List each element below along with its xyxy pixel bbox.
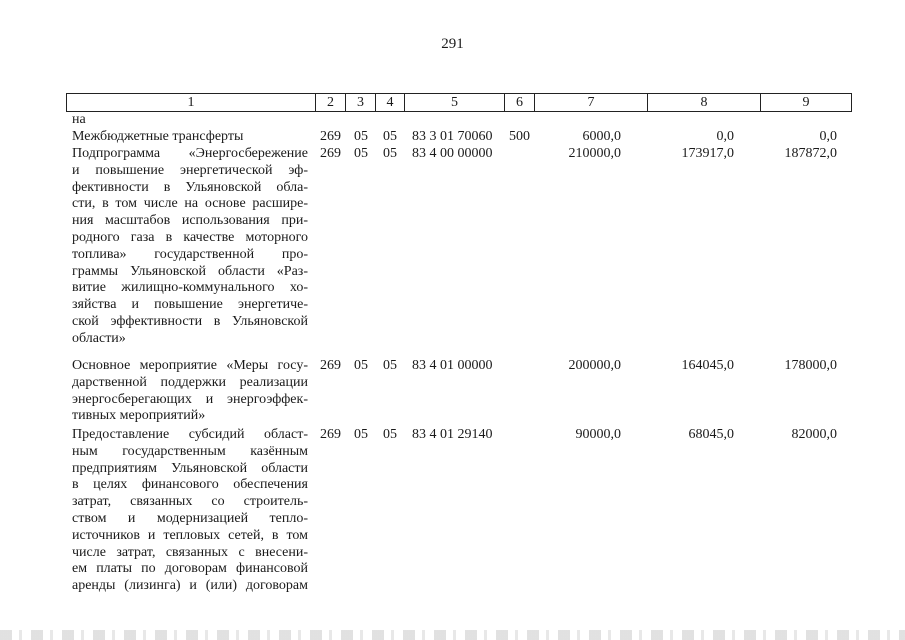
cell-col4: 05: [383, 427, 397, 442]
cell-col6: 500: [509, 129, 530, 144]
cell-col5: 83 4 01 29140: [412, 427, 493, 442]
row-name: [72, 358, 308, 425]
cell-col3: 05: [354, 146, 368, 161]
cell-col3: 05: [354, 358, 368, 373]
row-name-line: топлива» государственной про-: [72, 246, 308, 262]
row-name-line: граммы Ульяновской области «Раз-: [72, 263, 308, 279]
row-name: [72, 427, 308, 595]
row-name-line: ем платы по договорам финансовой: [72, 561, 308, 577]
row-name-line: ным государственным казённым: [72, 443, 308, 459]
cell-col4: 05: [383, 358, 397, 373]
row-name-line: ством и модернизацией тепло-: [72, 510, 308, 526]
row-name-line: источников и тепловых сетей, в том: [72, 527, 308, 543]
row-name-line: области»: [72, 330, 126, 346]
cell-col9: 82000,0: [791, 427, 837, 442]
row-name-line: зяйства и повышение энергетиче-: [72, 297, 308, 313]
column-header-5: 5: [405, 94, 505, 112]
cell-col3: 05: [354, 129, 368, 144]
cell-col7: 6000,0: [582, 129, 621, 144]
row-name-line: витие жилищно-коммунального хо-: [72, 280, 308, 296]
row-name-line: Основное мероприятие «Меры госу-: [72, 358, 308, 373]
row-name-line: предприятиям Ульяновской области: [72, 460, 308, 476]
cell-col4: 05: [383, 129, 397, 144]
row-name-line: аренды (лизинга) и (или) договорам: [72, 578, 308, 594]
column-header-9: 9: [761, 94, 852, 112]
column-header-1: 1: [67, 94, 316, 112]
row-name-line: сти, в том числе на основе расшире-: [72, 196, 308, 212]
cell-col9: 178000,0: [784, 358, 837, 373]
row-name-line: дарственной поддержки реализации: [72, 374, 308, 390]
row-name: [72, 146, 308, 348]
row-name: [72, 129, 308, 146]
row-name-line: энергосберегающих и энергоэффек-: [72, 391, 308, 407]
column-header-2: 2: [316, 94, 346, 112]
row-name-line: Предоставление субсидий област-: [72, 427, 308, 442]
cell-col2: 269: [320, 129, 341, 144]
row-name-line: в целях финансового обеспечения: [72, 477, 308, 493]
row-name-line: ской эффективности в Ульяновской: [72, 313, 308, 329]
column-header-4: 4: [376, 94, 405, 112]
row-name-line: Межбюджетные трансферты: [72, 129, 244, 144]
cell-col7: 210000,0: [568, 146, 621, 161]
column-header-7: 7: [535, 94, 648, 112]
cell-col5: 83 4 01 00000: [412, 358, 493, 373]
row-name-line: родного газа в качестве моторного: [72, 229, 308, 245]
row-name-line: ния масштабов использования при-: [72, 213, 308, 229]
row-name-line: и повышение энергетической эф-: [72, 162, 308, 178]
row-name-line: фективности в Ульяновской обла-: [72, 179, 308, 195]
cell-col8: 68045,0: [688, 427, 734, 442]
column-header-6: 6: [505, 94, 535, 112]
cell-col7: 90000,0: [575, 427, 621, 442]
page-number: 291: [441, 36, 464, 52]
row-name-line: числе затрат, связанных с внесени-: [72, 544, 308, 560]
cell-col2: 269: [320, 146, 341, 161]
cell-col9: 0,0: [819, 129, 837, 144]
cell-col8: 164045,0: [681, 358, 734, 373]
column-header-3: 3: [346, 94, 376, 112]
cell-col4: 05: [383, 146, 397, 161]
cell-col3: 05: [354, 427, 368, 442]
scan-edge-artifact: [0, 630, 905, 640]
cell-col8: 173917,0: [681, 146, 734, 161]
cell-col2: 269: [320, 358, 341, 373]
cell-col5: 83 3 01 70060: [412, 129, 493, 144]
continuation-text: на: [72, 112, 86, 127]
column-header-row: [66, 93, 852, 112]
cell-col2: 269: [320, 427, 341, 442]
cell-col8: 0,0: [716, 129, 734, 144]
cell-col9: 187872,0: [784, 146, 837, 161]
cell-col5: 83 4 00 00000: [412, 146, 493, 161]
row-name-line: тивных мероприятий»: [72, 408, 206, 424]
cell-col7: 200000,0: [568, 358, 621, 373]
row-name-line: Подпрограмма «Энергосбережение: [72, 146, 308, 161]
row-name-line: затрат, связанных со строитель-: [72, 494, 308, 510]
column-header-8: 8: [648, 94, 761, 112]
